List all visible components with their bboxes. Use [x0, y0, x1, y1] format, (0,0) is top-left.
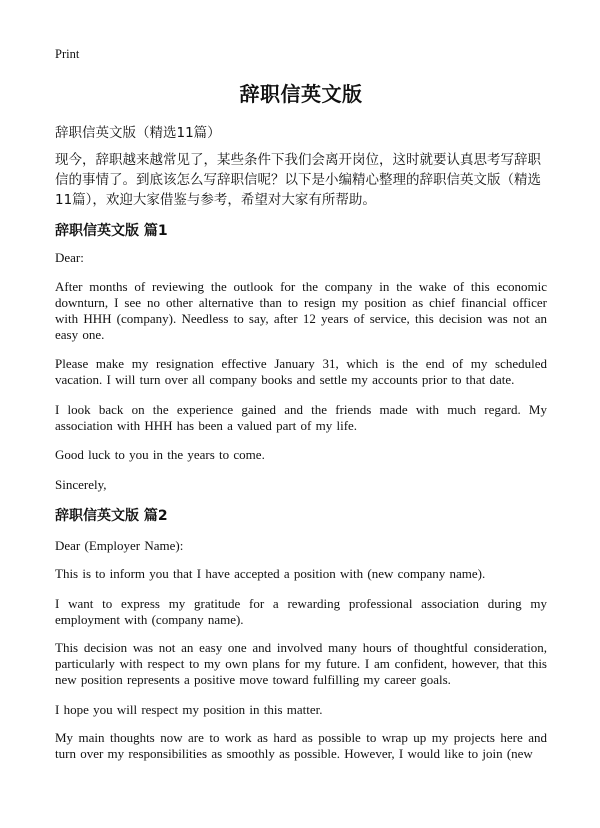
paragraph-salutation-2: Dear (Employer Name): [55, 538, 184, 553]
paragraph: Please make my resignation effective January 31, which is the end of my scheduled vacation. I will turn over all company books and settle my accounts prior to that date. [55, 356, 547, 387]
print-link[interactable]: Print [55, 47, 80, 61]
paragraph: My main thoughts now are to work as hard as possible to wrap up my projects here and turn over my responsibilities as smoothly as possible. However, I would like to join (new [55, 730, 547, 761]
paragraph: This is to inform you that I have accepted a position with (new company name). [55, 566, 486, 581]
paragraph-closing-1: Sincerely, [55, 477, 107, 492]
intro-paragraph: 现今，辞职越来越常见了，某些条件下我们会离开岗位，这时就要认真思考写辞职信的事情了。到底该怎么写辞职信呢？以下是小编精心整理的辞职信英文版（精选11篇），欢迎大家借鉴与参考，希望对大家有所帮助。 [55, 152, 541, 208]
paragraph-salutation-1: Dear: [55, 250, 84, 265]
paragraph: I look back on the experience gained and the friends made with much regard. My association with HHH has been a valued part of my life. [55, 402, 547, 433]
section-heading-1: 辞职信英文版 篇1 [55, 223, 168, 239]
paragraph: Good luck to you in the years to come. [55, 447, 265, 462]
paragraph: This decision was not an easy one and involved many hours of thoughtful consideration, particularly with respect to my own plans for my future. I am confident, however, that this new position represents a positive move toward fulfilling my career goals. [55, 640, 547, 687]
paragraph: After months of reviewing the outlook for the company in the wake of this economic downturn, I see no other alternative than to resign my position as chief financial officer with HHH (company). Needless to say, after 12 years of service, this decision was not an easy one. [55, 279, 547, 342]
section-heading-2: 辞职信英文版 篇2 [55, 508, 168, 524]
paragraph: I want to express my gratitude for a rewarding professional association during my employment with (company name). [55, 596, 547, 627]
document-title: 辞职信英文版 [239, 82, 363, 106]
document-page [55, 0, 547, 828]
paragraph: I hope you will respect my position in this matter. [55, 702, 323, 717]
document-subtitle: 辞职信英文版（精选11篇） [55, 125, 221, 141]
